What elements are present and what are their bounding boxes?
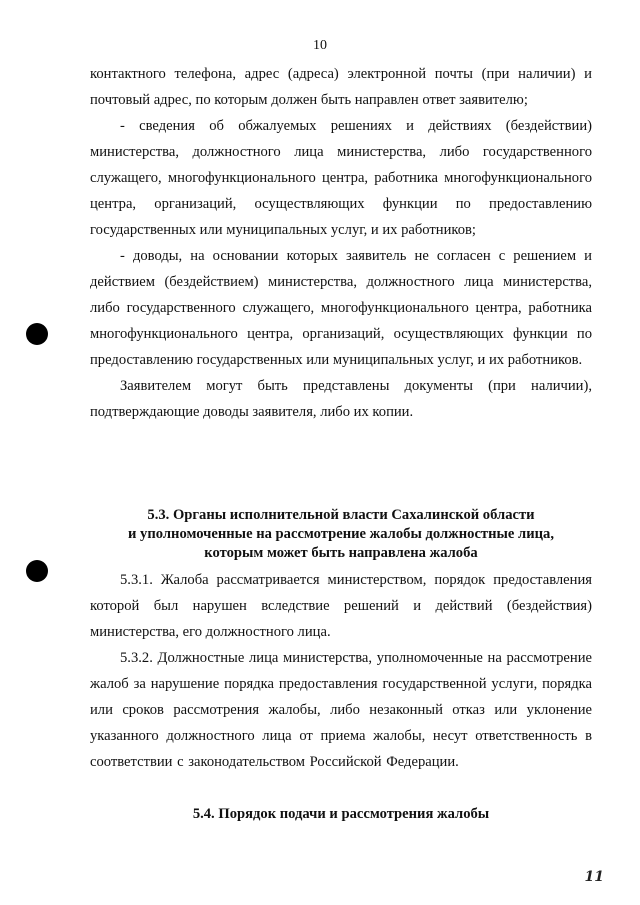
heading-line: которым может быть направлена жалоба: [204, 545, 478, 561]
paragraph-documents: Заявителем могут быть представлены документы (при наличии), подтверждающие доводы заявителя, либо их копии.: [90, 378, 592, 420]
text-block-5-3: [90, 567, 592, 775]
section-heading-5-3: [90, 506, 592, 563]
heading-line: и уполномоченные на рассмотрение жалобы должностные лица,: [128, 526, 554, 542]
text-block-1: [90, 61, 592, 425]
page-number: 10: [313, 38, 327, 53]
paragraph-5-3-2: 5.3.2. Должностные лица министерства, уполномоченные на рассмотрение жалоб за нарушение порядка предоставления государственной услуги, порядка или сроков рассмотрения жалобы, либо незаконный отказ или уклонение указанного должностного лица от приема жалобы, несут ответственность в соответствии с законодательством Российской Федерации.: [90, 650, 592, 770]
punch-hole-bottom: [26, 560, 48, 582]
paragraph-appealed-decisions: - сведения об обжалуемых решениях и действиях (бездействии) министерства, должностного лица министерства, либо государственного служащего, многофункционального центра, работника многофункционального центра, организаций, осуществляющих функции по предоставлению государственных или муниципальных услуг, и их работников;: [90, 118, 592, 238]
paragraph-5-3-1: 5.3.1. Жалоба рассматривается министерством, порядок предоставления которой был нарушен вследствие решений и действий (бездействия) министерства, его должностного лица.: [90, 572, 592, 640]
punch-hole-top: [26, 323, 48, 345]
paragraph-contacts: контактного телефона, адрес (адреса) электронной почты (при наличии) и почтовый адрес, по которым должен быть направлен ответ заявителю;: [90, 66, 592, 108]
handwritten-page-number: 11: [584, 869, 604, 885]
heading-line: 5.3. Органы исполнительной власти Сахалинской области: [147, 507, 535, 523]
paragraph-arguments: - доводы, на основании которых заявитель не согласен с решением и действием (бездействием) министерства, должностного лица министерства, либо государственного служащего, многофункционального центра, работника многофункционального центра, организаций, осуществляющих функции по предоставлению государственных или муниципальных услуг, и их работников.: [90, 248, 592, 368]
section-heading-5-4: 5.4. Порядок подачи и рассмотрения жалобы: [192, 806, 490, 822]
